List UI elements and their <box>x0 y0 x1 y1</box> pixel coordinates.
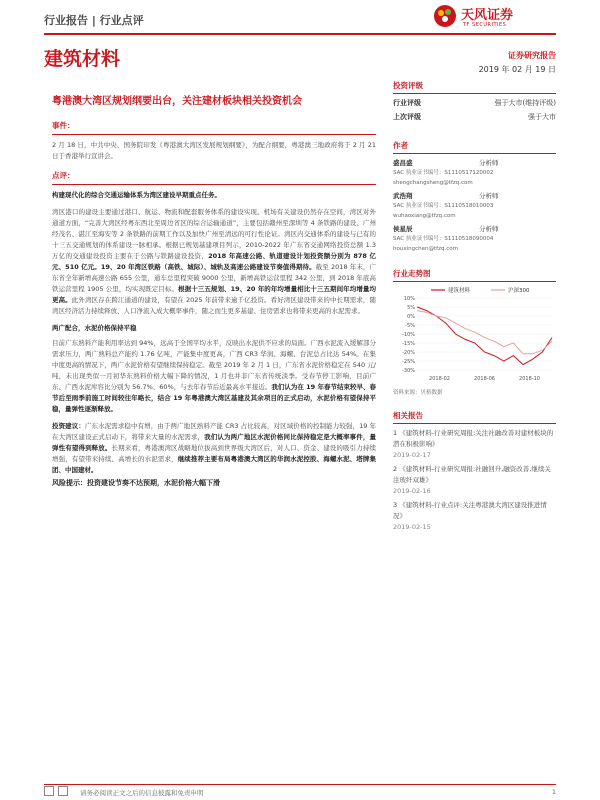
industry-category: 建筑材料 <box>44 48 121 70</box>
author-sac: SAC 执业证书编号：S1110518010003 <box>393 203 494 209</box>
author-role: 分析师 <box>479 159 499 167</box>
comment-paragraph-1 <box>52 207 376 317</box>
trend-heading: 行业走势图 <box>393 269 431 278</box>
author-role: 分析师 <box>479 225 499 233</box>
industry-rating-row <box>393 96 556 110</box>
author-entry <box>393 224 556 254</box>
logo-en-text: TF SECURITIES <box>463 22 507 28</box>
report-date: 2019 年 02 月 19 日 <box>478 65 556 74</box>
y-tick-label: -10% <box>402 332 415 338</box>
author-role: 分析师 <box>479 192 499 200</box>
report-tag: 行业报告 | 行业点评 <box>44 14 144 27</box>
comment-rule <box>52 184 376 185</box>
author-entry <box>393 158 556 188</box>
related-rule <box>393 423 556 424</box>
author-sac: SAC 执业证书编号：S1110517120002 <box>393 170 494 176</box>
y-tick-label: 10% <box>403 296 415 302</box>
author-email[interactable]: wuhaoxiang@tfzq.com <box>393 213 456 219</box>
logo-cn-text: 天风证券 <box>461 8 514 23</box>
p2-text: 目前广东熟料产能利用率达到 94%，远高于全国平均水平，反映出水泥供不应求的局面。广西水泥流入缓解部分需求压力，两广熟料总产能约 1.76 亿吨，产能集中度更高，广西 CR3 华润、海螺、台泥总占比达 54%。在集中度更高的情况下，两广水泥价格有望继续保持稳定。截至 2019 年 2 月 1 日，广东省水泥价格稳定在 540 元/吨，未出现类似一月初华东熟料价格大幅下降的情况，1 月也并非广东省传统淡季。受春节停工影响，目前广东、广西水泥库容比分别为 56.7%、60%，与去年春节后近最高水平接近。 <box>52 339 376 391</box>
authors-rule <box>393 153 556 154</box>
p1e-text: 此外湾区存在跨江通道的建设，有望在 2025 年前带来逾千亿投资。看好湾区建设带来的中长期需求，随湾区经济活力持续释放、人口净流入成大概率事件，随之而生更多基建、住房需求也将带来更高的水泥需求。 <box>52 296 376 315</box>
invest-text: 广东水泥需求稳中有增，由于两广地区熟料产能 CR3 占比较高，对区域价格的控制能力较强，19 年在大湾区建设正式启动下，将带来大量的水泥需求， <box>52 422 377 441</box>
legend-label: 沪深300 <box>508 288 530 294</box>
x-tick-label: 2018-06 <box>474 376 495 382</box>
p1-text: 湾区港口的建设主要通过港口、航运、物流和配套服务体系的建设实现。机场有关建设仍然存在空间，湾区对外通道方面，“完善大湾区经粤东西北至周边省区的综合运输通道”，主要包括赣州至深圳等 4 条铁路的建设、广州经茂名、湛江至海安等 2 条铁路的前期工作以及加快广州至清远的可行性论证。湾区内交通体系的建设与已有的十三五交通规划的体系建设一脉相承。根据已规划基建项目列示，2010-2022 年广东省交通网络投资总额 1.3 万亿的交通建设投资主要在于公路与铁路建设投资， <box>52 208 376 260</box>
related-heading: 相关报告 <box>393 411 423 420</box>
x-tick-label: 2018-02 <box>429 376 450 382</box>
invest-bold: 我们认为两广地区水泥价格同比保持稳定是大概率事件，量弹性有望得到释放。 <box>52 433 377 452</box>
related-report-date: 2019-02-16 <box>393 487 431 495</box>
y-tick-label: -15% <box>402 341 415 347</box>
author-email[interactable]: shengchangsheng@tfzq.com <box>393 180 473 186</box>
page-number: 1 <box>551 788 556 796</box>
footer-disclaimer: 请务必阅读正文之后的信息披露和免责申明 <box>80 789 204 797</box>
industry-rating-value: 强于大市(维持评级) <box>494 99 556 107</box>
y-tick-label: -30% <box>402 368 415 374</box>
invest-heading: 投资建议： <box>52 422 85 430</box>
author-list <box>393 158 556 254</box>
risk-text: 投资建设节奏不达预期，水泥价格大幅下滑 <box>87 479 220 487</box>
x-tick-label: 2018-10 <box>519 376 540 382</box>
p2-bold: 我们认为在 19 年春节结束较早、春节后至雨季前施工时间较往年略长，结合 19 年粤港澳大湾区基建及其余项目的正式启动，水泥价格有望保持平稳，量弹性逐渐释放。 <box>52 383 376 413</box>
events-text: 2 月 18 日，中共中央、国务院印发《粤港澳大湾区发展规划纲要》，为配合纲要，粤港澳三地政府将于 2 月 21 日于香港举行宣讲会。 <box>52 141 376 160</box>
author-sac: SAC 执业证书编号：S1110518090004 <box>393 236 494 242</box>
author-name: 武浩翔 <box>393 192 413 200</box>
comment-paragraph-2 <box>52 338 376 415</box>
invest-bold-2: 继续推荐主要布局粤港澳大湾区的华润水泥控股、海螺水泥、塔牌集团、中国建材。 <box>52 455 377 474</box>
events-rule <box>52 134 376 135</box>
related-report[interactable] <box>393 500 556 533</box>
events-heading: 事件： <box>52 121 75 130</box>
prev-rating-row <box>393 110 556 124</box>
qr-code-icon <box>58 786 68 796</box>
y-tick-label: 0% <box>407 314 415 320</box>
related-report-date: 2019-02-17 <box>393 451 431 459</box>
author-name: 侯星辰 <box>393 225 413 233</box>
related-report-date: 2019-02-15 <box>393 523 431 531</box>
risk-heading: 风险提示： <box>52 479 87 487</box>
p1-bold: 2018 年高速公路、轨道建设计划投资额分别为 878 亿元、510 亿元。19、20 年湾区铁路（高铁、城际）、城轨及高速公路建设节奏值得期待。 <box>52 252 376 271</box>
comment-heading: 点评： <box>52 171 75 180</box>
report-type: 证券研究报告 <box>508 51 556 60</box>
report-title: 粤港澳大湾区规划纲要出台，关注建材板块相关投资机会 <box>52 96 302 107</box>
y-tick-label: -25% <box>402 359 415 365</box>
header-divider <box>44 33 556 35</box>
main-content <box>52 120 376 489</box>
logo-icon <box>433 4 457 28</box>
related-report-title[interactable]: 1 《建筑材料-行业研究周报:关注社融改善对建材板块的潜在积极影响》 <box>393 429 554 448</box>
trend-rule <box>393 281 556 282</box>
rating-heading: 投资评级 <box>393 81 423 90</box>
series-line <box>417 307 552 365</box>
industry-rating-label: 行业评级 <box>393 99 421 107</box>
author-email[interactable]: houxingchen@tfzq.com <box>393 246 458 252</box>
company-logo <box>433 2 555 32</box>
y-tick-label: -5% <box>405 323 415 329</box>
comment-lead: 构建现代化的综合交通运输体系为湾区建设早期重点任务。 <box>52 191 221 199</box>
authors-heading: 作者 <box>393 141 408 150</box>
cement-heading: 两广配合，水泥价格保持平稳 <box>52 324 137 332</box>
footer-divider <box>44 784 556 785</box>
prev-rating-label: 上次评级 <box>393 113 421 121</box>
legend-label: 建筑材料 <box>448 288 471 294</box>
p1d-bold: 根据十三五规划、19、20 年的年均增量相比十三五期间年均增量均更高。 <box>52 285 376 304</box>
related-report-title[interactable]: 3 《建筑材料-行业点评:关注粤港澳大湾区建设推进情况》 <box>393 501 547 520</box>
related-list <box>393 428 556 533</box>
qr-code-icon <box>44 786 54 796</box>
prev-rating-value: 强于大市 <box>528 113 556 121</box>
rating-rule <box>393 93 556 94</box>
invest-text-2: 长期来看，粤港澳湾区战略地位拔高到世界级大湾区后，对人口、资金、建设的吸引力持续增强，有望带来持续、高增长的水泥需求， <box>52 444 377 463</box>
p1c-text: 截至 2018 年末，广东省全年新增高速公路 655 公里，通车总里程突破 9000 公里，新增高铁运营里程 342 公里，到 2018 年底高铁运营里程 1905 公里，均实现既定目标。 <box>52 263 376 293</box>
trend-chart <box>393 284 556 384</box>
author-entry <box>393 191 556 221</box>
related-report-title[interactable]: 2 《建筑材料-行业研究周报:社融回升,融资改善,继续关注玻纤双雄》 <box>393 465 551 484</box>
related-report[interactable] <box>393 464 556 497</box>
y-tick-label: 5% <box>407 305 415 311</box>
author-name: 盛昌盛 <box>393 159 413 167</box>
related-report[interactable] <box>393 428 556 461</box>
chart-source: 资料来源：贝格数据 <box>393 390 443 396</box>
sidebar <box>393 80 556 536</box>
risk-line <box>52 478 376 489</box>
y-tick-label: -20% <box>402 350 415 356</box>
invest-paragraph <box>52 421 376 476</box>
